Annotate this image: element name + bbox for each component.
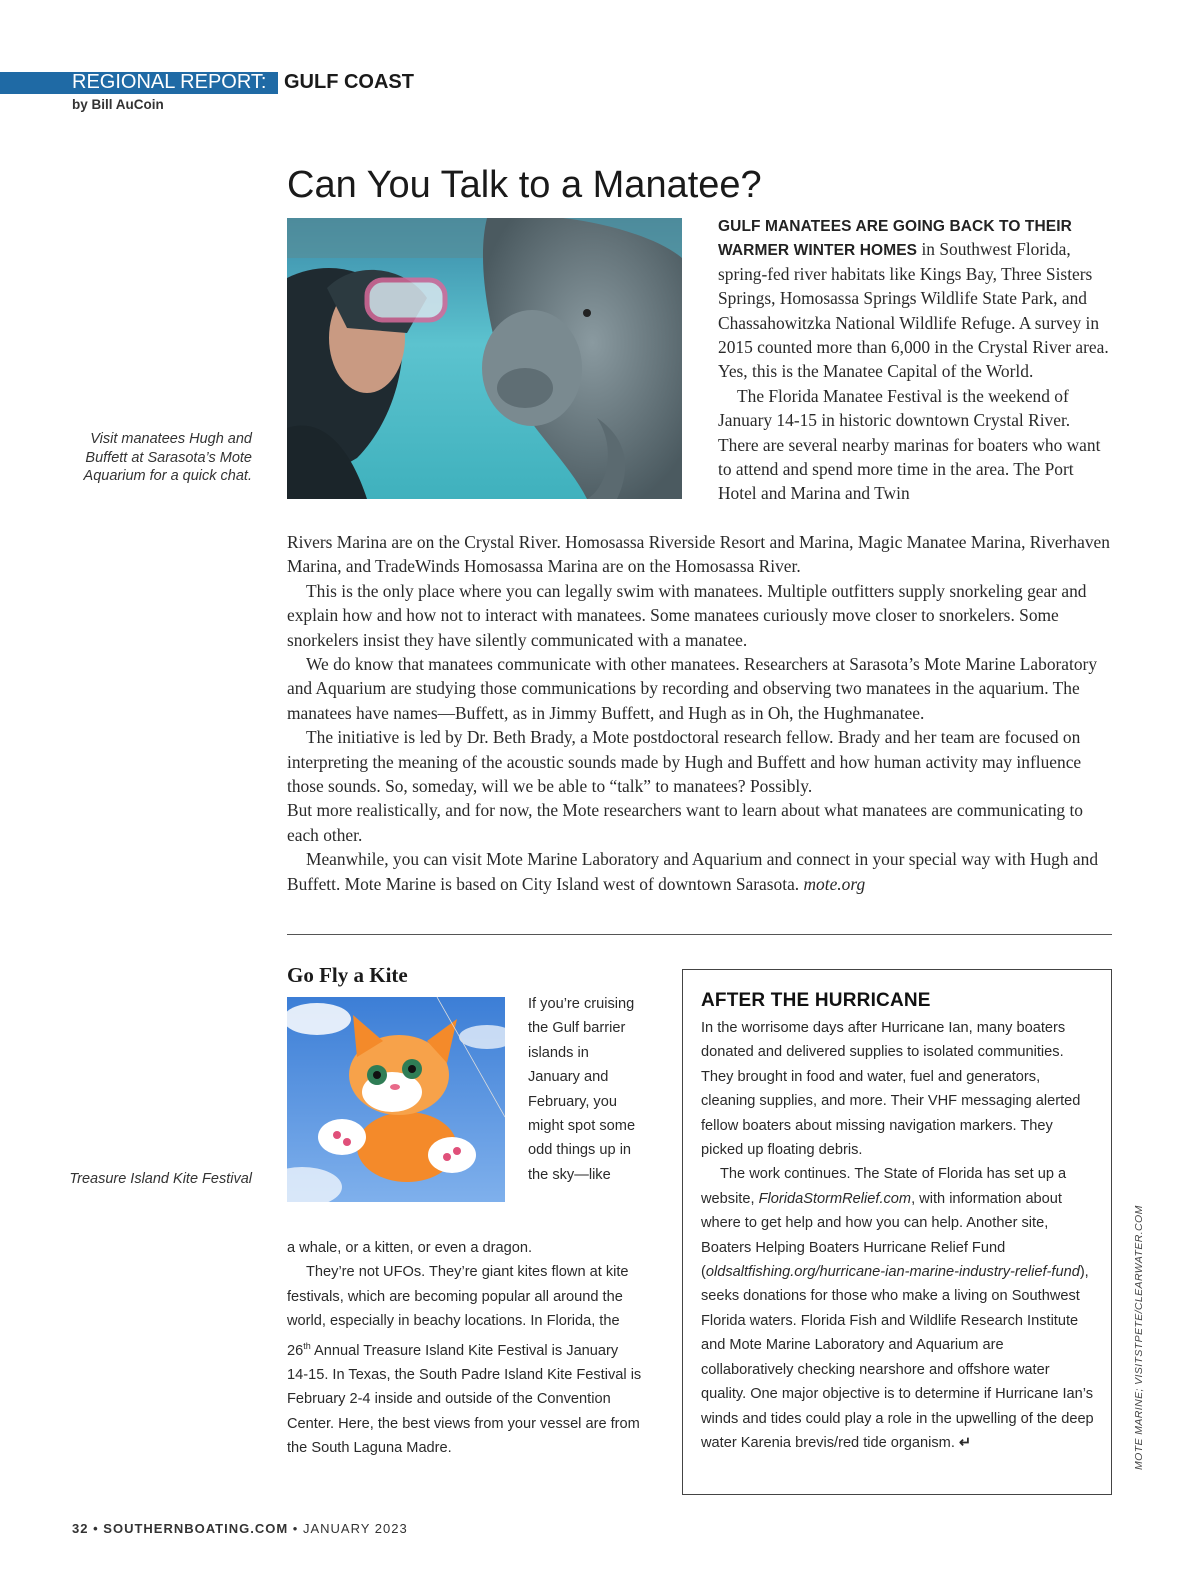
paragraph-text: in Southwest Florida, spring-fed river habitats like Kings Bay, Three Sisters Springs, Homosassa Springs Wildlife State Park, and Chassahowitzka National Wildlife Refuge. A survey in 2015 counted more than 6,000 in the Crystal River area. Yes, this is the Manatee Capital of the World.	[718, 239, 1109, 382]
sidebar-paragraph: In the worrisome days after Hurricane Ian, many boaters donated and delivered supplies to isolated communities. They brought in food and water, fuel and generators, cleaning supplies, and more. Their VHF messaging alerted fellow boaters about missing navigation markers. They picked up floating debris.	[701, 1020, 1081, 1159]
kite-caption: Treasure Island Kite Festival	[69, 1171, 252, 1187]
sidebar-paragraph	[701, 1162, 1096, 1455]
paragraph-text: Annual Treasure Island Kite Festival is January 14-15. In Texas, the South Padre Island Kite Festival is February 2-4 inside and outside of the Convention Center. Here, the best views from your vessel are from the South Laguna Madre.	[287, 1342, 642, 1457]
section-divider	[287, 934, 1112, 935]
article-column-full	[287, 530, 1113, 896]
paragraph-text: ), seeks donations for those who make a living on Southwest Florida waters. Florida Fish and Wildlife Research Institute and Mote Marine Laboratory and Aquarium are collaboratively checking nearshore and offshore water quality. One major objective is to determine if Hurricane Ian’s winds and tides could play a role in the upwelling of the deep water Karenia brevis/red tide organism.	[701, 1264, 1094, 1451]
footer-site: SOUTHERNBOATING.COM	[103, 1521, 289, 1536]
paragraph-text: Meanwhile, you can visit Mote Marine Laboratory and Aquarium and connect in your special way with Hugh and Buffett. Mote Marine is based on City Island west of downtown Sarasota.	[287, 849, 1099, 894]
kite-paragraph: a whale, or a kitten, or even a dragon.	[287, 1240, 533, 1256]
mote-link[interactable]: mote.org	[803, 873, 866, 894]
article-title: Can You Talk to a Manatee?	[287, 164, 762, 206]
article-paragraph: But more realistically, and for now, the Mote researchers want to learn about what manatees are communicating to each other.	[287, 800, 1083, 845]
paragraph-text: , with information about where to get help and how you can help. Another site, Boaters Helping Boaters Hurricane Relief Fund (	[701, 1190, 1062, 1281]
photo-credit: MOTE MARINE; VISITSTPETE/CLEARWATER.COM	[1133, 1205, 1145, 1470]
page-number: 32	[72, 1521, 89, 1536]
kite-heading: Go Fly a Kite	[287, 963, 408, 987]
kite-column	[287, 1236, 642, 1461]
storm-relief-link[interactable]: FloridaStormRelief.com	[758, 1190, 912, 1207]
byline: by Bill AuCoin	[72, 97, 164, 112]
article-paragraph: The initiative is led by Dr. Beth Brady, a Mote postdoctoral research fellow. Brady and her team are focused on interpreting the meaning of the acoustic sounds made by Hugh and Buffett and how human activity may influence those sounds. So, someday, will we be able to “talk” to manatees? Possibly.	[287, 727, 1082, 797]
paragraph-text: They’re not UFOs. They’re giant kites flown at kite festivals, which are becoming popular all around the world, especially in beachy locations. In Florida, the 26	[287, 1264, 629, 1359]
kite-paragraph-side: If you’re cruising the Gulf barrier islands in January and February, you might spot some odd things up in the sky—like	[528, 996, 636, 1183]
footer-separator: •	[292, 1521, 299, 1536]
article-paragraph: Rivers Marina are on the Crystal River. Homosassa Riverside Resort and Marina, Magic Manatee Marina, Riverhaven Marina, and TradeWinds Homosassa Marina are on the Homosassa River.	[287, 532, 1110, 577]
region-label: GULF COAST	[284, 71, 414, 93]
article-paragraph	[718, 213, 1113, 384]
article-paragraph	[287, 847, 1113, 896]
footer-separator: •	[93, 1521, 99, 1536]
article-paragraph: This is the only place where you can legally swim with manatees. Multiple outfitters supply snorkeling gear and explain how and how not to interact with manatees. Some manatees curiously move closer to snorkelers. Some snorkelers insist they have silently communicated with a manatee.	[287, 580, 1087, 650]
article-paragraph: The Florida Manatee Festival is the weekend of January 14-15 in historic downtown Crystal River. There are several nearby marinas for boaters who want to attend and spend more time in the area. The Port Hotel and Marina and Twin	[718, 385, 1101, 504]
end-mark-icon: ↵	[958, 1434, 972, 1451]
article-paragraph: We do know that manatees communicate with other manatees. Researchers at Sarasota’s Mote Marine Laboratory and Aquarium are studying those communications by recording and observing two manatees in the aquarium. The manatees have names—Buffett, as in Jimmy Buffett, and Hugh as in Oh, the Hughmanatee.	[287, 654, 1098, 723]
lead-in: GULF MANATEES ARE GOING BACK TO THEIR WARMER WINTER HOMES	[718, 218, 1072, 260]
section-label: REGIONAL REPORT:	[72, 71, 267, 93]
paragraph-text: The work continues. The State of Florida has set up a website,	[701, 1166, 1067, 1207]
sidebar-body	[701, 1016, 1096, 1455]
manatee-photo	[287, 218, 682, 499]
ordinal-suffix: th	[303, 1340, 311, 1351]
manatee-photo-illustration	[287, 218, 682, 499]
article-column-top	[718, 213, 1113, 506]
kitten-kite-illustration	[287, 997, 505, 1202]
page-footer	[72, 1521, 408, 1536]
kite-photo	[287, 997, 505, 1202]
relief-fund-link[interactable]: oldsaltfishing.org/hurricane-ian-marine-industry-relief-fund	[705, 1264, 1080, 1281]
sidebar-title: AFTER THE HURRICANE	[701, 990, 931, 1011]
photo-caption: Visit manatees Hugh and Buffett at Sarasota’s Mote Aquarium for a quick chat.	[83, 431, 252, 484]
footer-issue: JANUARY 2023	[302, 1521, 408, 1536]
kite-paragraph	[287, 1260, 642, 1460]
